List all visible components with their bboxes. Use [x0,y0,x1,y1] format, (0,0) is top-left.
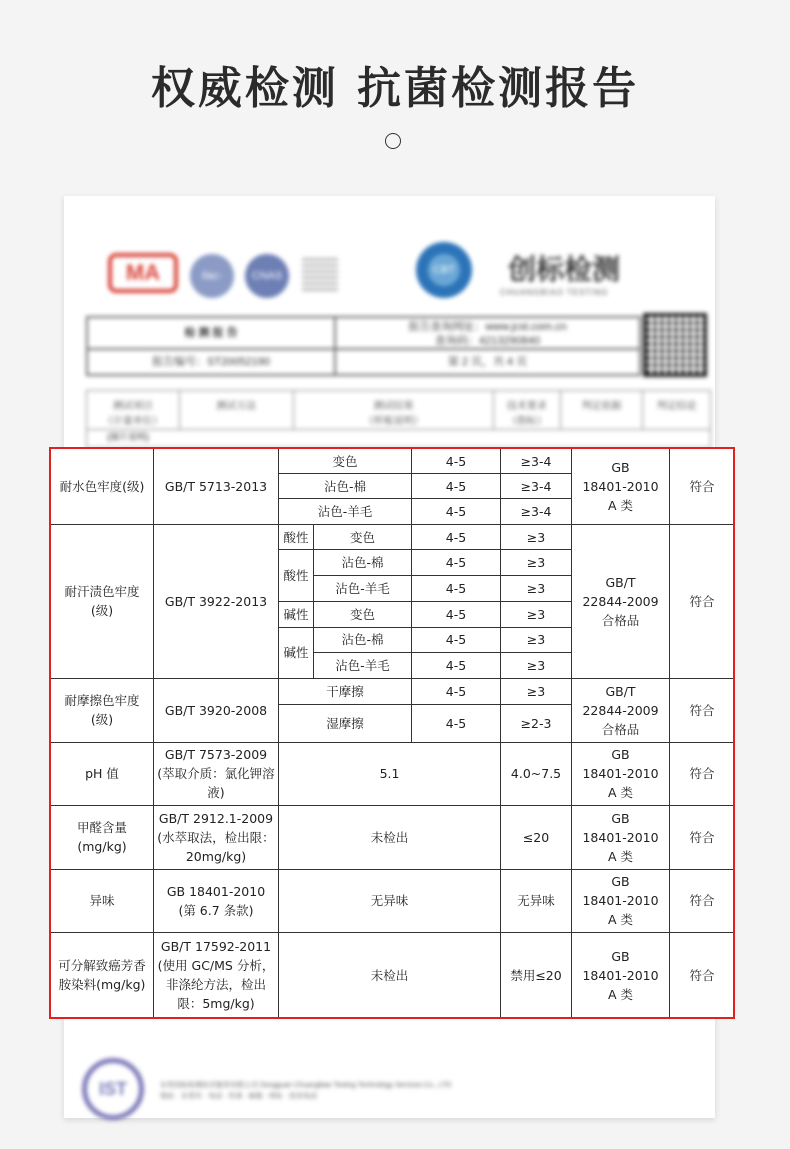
page-title: 权威检测 抗菌检测报告 [150,63,640,114]
table-row [51,742,735,806]
verdict-cell: 符合 [670,524,735,678]
verdict-cell: 符合 [670,806,735,870]
req-cell: ≥3 [501,550,572,576]
query-cell [334,316,641,350]
standard-cell: GB/T 22844-2009 合格品 [572,678,670,742]
report-title-cell: 检 测 报 告 [86,316,336,350]
footer-logo: IST [82,1058,144,1120]
acid-label: 酸性 [279,550,314,601]
table-row [51,524,735,550]
standard-cell: GB 18401-2010 A 类 [572,933,670,1018]
company-logo: CBT [416,242,472,298]
table-row [51,933,735,1018]
table-row [51,449,735,474]
req-cell: ≥3 [501,627,572,653]
query-url: 报告查询网址：www.jcst.com.cn [408,321,567,333]
col-header: 测试项目 （计量单位） [87,391,180,429]
result-cell: 未检出 [279,933,501,1018]
circle-ornament-icon [385,133,401,149]
req-cell: ≥3 [501,678,572,704]
result-cell: 4-5 [412,653,501,679]
item-cell: 甲醛含量 (mg/kg) [51,806,154,870]
subitem-cell: 沾色-羊毛 [314,653,412,679]
subitem-cell: 湿摩擦 [279,705,412,742]
verdict-cell: 符合 [670,933,735,1018]
test-results-table [50,448,735,1018]
qr-code-icon [646,316,704,374]
brand-name-en: CHUANGBIAO TESTING [500,288,609,297]
cnas-logo: CNAS [245,254,289,298]
subitem-cell: 沾色-羊毛 [314,576,412,602]
item-cell: 耐摩擦色牢度 (级) [51,678,154,742]
table-row [51,869,735,933]
req-cell: ≥2-3 [501,705,572,742]
standard-cell: GB 18401-2010 A 类 [572,742,670,806]
verdict-cell: 符合 [670,449,735,525]
standard-cell: GB/T 22844-2009 合格品 [572,524,670,678]
item-cell: 可分解致癌芳香 胺染料(mg/kg) [51,933,154,1018]
result-cell: 4-5 [412,705,501,742]
req-cell: ≥3 [501,653,572,679]
method-cell: GB/T 5713-2013 [154,449,279,525]
col-header: 判定结论 [656,401,697,412]
result-cell: 4-5 [412,474,501,499]
result-cell: 无异味 [279,869,501,933]
page-info: 第 2 页，共 4 页 [334,348,641,376]
verdict-cell: 符合 [670,678,735,742]
method-cell: GB 18401-2010 (第 6.7 条款) [154,869,279,933]
query-code: 查询码：4213290840 [434,335,541,347]
table-row [51,806,735,870]
cnas-text-icon [302,258,338,294]
table-row [51,678,735,704]
subitem-cell: 沾色-羊毛 [279,499,412,524]
result-cell: 4-5 [412,627,501,653]
subitem-cell: 干摩擦 [279,678,412,704]
subitem-cell: 变色 [279,449,412,474]
method-cell: GB/T 2912.1-2009 (水萃取法，检出限： 20mg/kg) [154,806,279,870]
req-cell: ≥3-4 [501,499,572,524]
method-cell: GB/T 3920-2008 [154,678,279,742]
subitem-cell: 沾色-棉 [314,627,412,653]
item-cell: 耐水色牢度(级) [51,449,154,525]
result-cell: 4-5 [412,678,501,704]
brand-name: 创标检测 [508,253,621,286]
subitem-cell: 变色 [314,524,412,550]
sample-row: (图片说明) [86,430,711,448]
item-cell: pH 值 [51,742,154,806]
req-cell: 4.0~7.5 [501,742,572,806]
result-cell: 5.1 [279,742,501,806]
footer-text [160,1080,690,1102]
col-header: 测试方法 [180,391,294,429]
req-cell: ≥3 [501,601,572,627]
req-cell: ≥3-4 [501,474,572,499]
req-cell: ≤20 [501,806,572,870]
req-cell: ≥3 [501,576,572,602]
subitem-cell: 变色 [314,601,412,627]
standard-cell: GB 18401-2010 A 类 [572,806,670,870]
item-cell: 异味 [51,869,154,933]
result-cell: 4-5 [412,550,501,576]
method-cell: GB/T 17592-2011 (使用 GC/MS 分析， 非涤纶方法，检出 限：5mg/kg) [154,933,279,1018]
report-column-header [86,390,711,430]
alkali-label: 碱性 [279,601,314,627]
verdict-cell: 符合 [670,742,735,806]
result-cell: 4-5 [412,499,501,524]
verdict-cell: 符合 [670,869,735,933]
col-header: 测试结果 （样板说明） [294,391,494,429]
standard-cell: GB 18401-2010 A 类 [572,869,670,933]
method-cell: GB/T 3922-2013 [154,524,279,678]
req-cell: ≥3 [501,524,572,550]
col-header: 技术要求 （指标） [494,391,561,429]
result-cell: 4-5 [412,449,501,474]
req-cell: ≥3-4 [501,449,572,474]
report-number: 报告编号：ST20052190 [86,348,336,376]
alkali-label: 碱性 [279,627,314,678]
cma-logo: MA [108,253,178,293]
result-cell: 4-5 [412,576,501,602]
item-cell: 耐汗渍色牢度 (级) [51,524,154,678]
ilac-logo: ilac-MRA [190,254,234,298]
subitem-cell: 沾色-棉 [279,474,412,499]
subitem-cell: 沾色-棉 [314,550,412,576]
req-cell: 无异味 [501,869,572,933]
acid-label: 酸性 [279,524,314,550]
standard-cell: GB 18401-2010 A 类 [572,449,670,525]
col-header: 判定依据 [561,391,644,429]
result-cell: 4-5 [412,601,501,627]
footer-line: 东莞创标检测技术服务有限公司 Dongguan Chuangbiao Testing Technology Services Co., LTD [160,1082,452,1089]
method-cell: GB/T 7573-2009 (萃取介质：氯化钾溶 液) [154,742,279,806]
result-cell: 未检出 [279,806,501,870]
result-cell: 4-5 [412,524,501,550]
footer-line: 地址：东莞市 · 电话 · 传真 · 邮箱 · 网址 · 投诉电话 [160,1093,318,1100]
req-cell: 禁用≤20 [501,933,572,1018]
